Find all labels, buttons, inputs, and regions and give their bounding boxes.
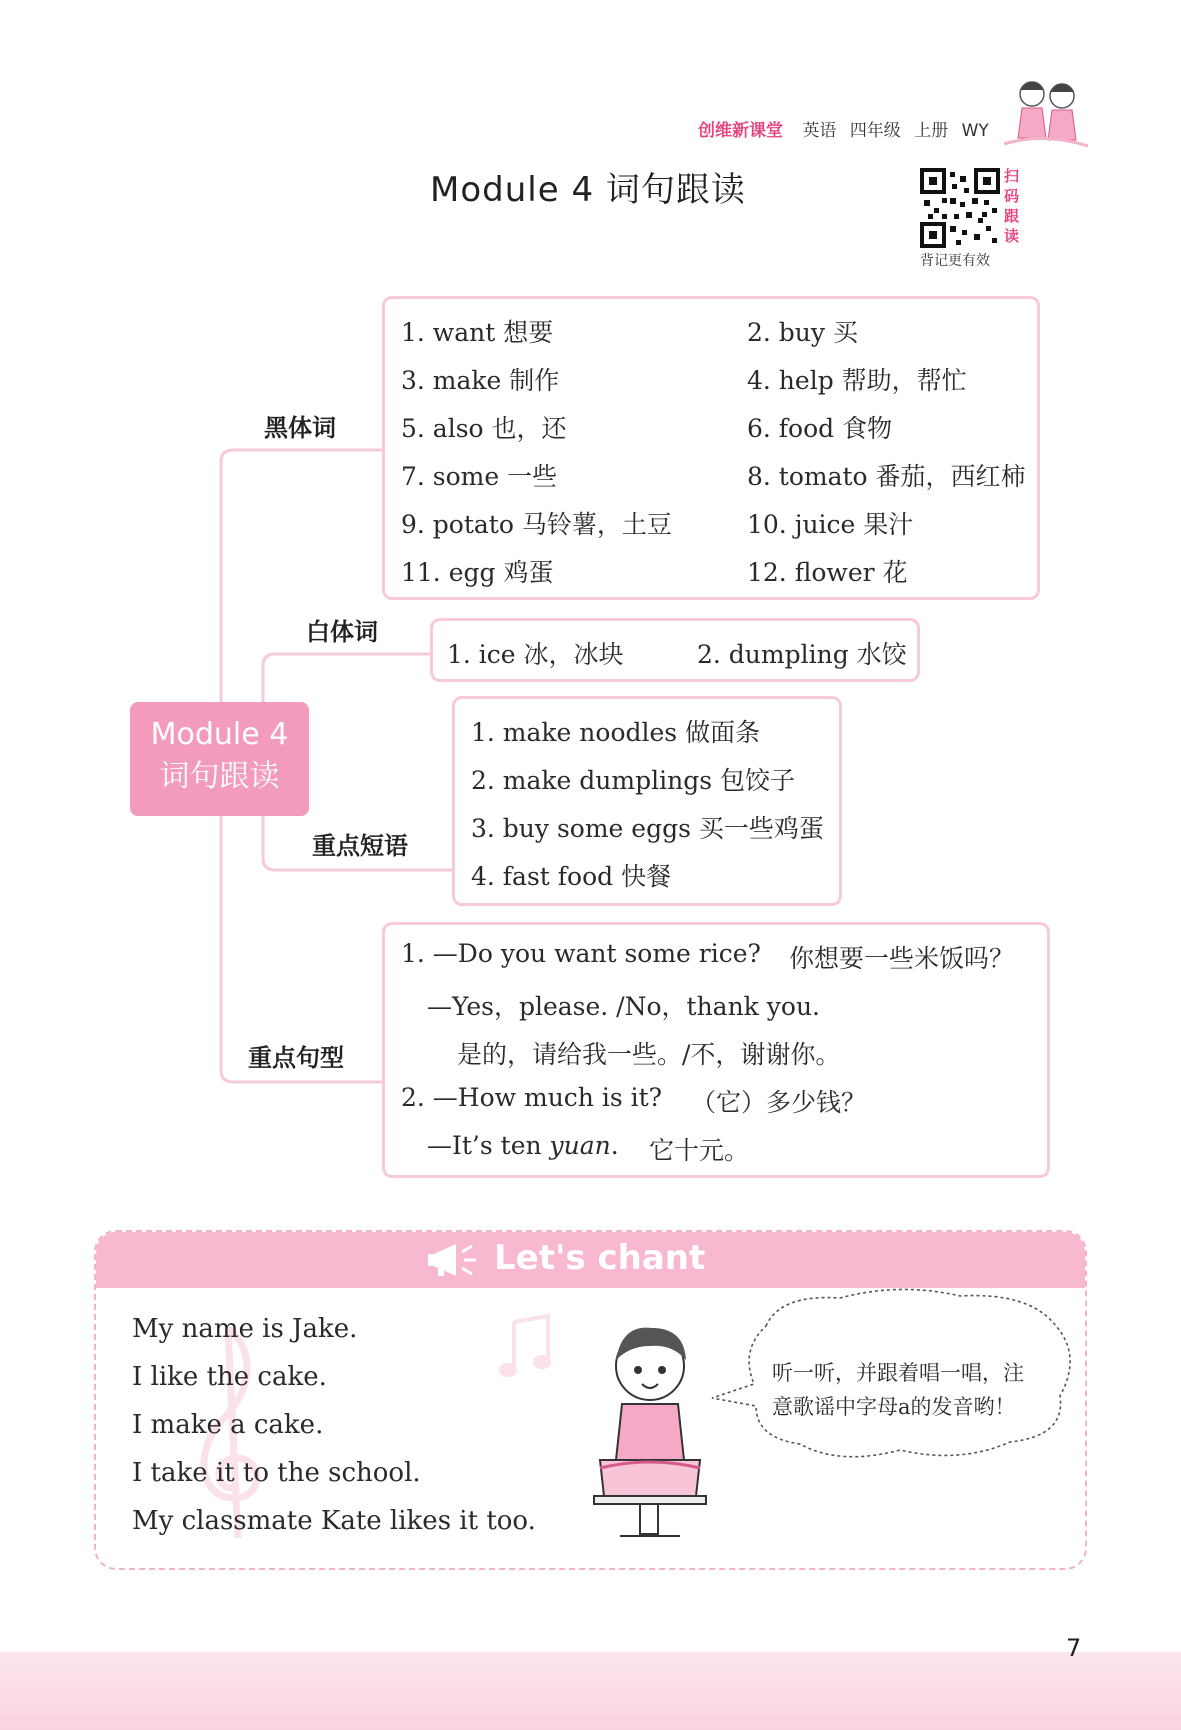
chant-line: I like the cake. [132,1362,327,1392]
sentence-1-question: 1. —Do you want some rice? [401,939,761,968]
chant-panel [94,1230,1087,1570]
chant-title: Let's chant [494,1238,706,1278]
word-item: 7. some 一些 [401,462,558,491]
center-title-en: Module 4 [150,717,289,752]
term: 上册 [914,121,949,141]
word-item: 2. dumpling 水饺 [697,640,907,669]
sentence-2-answer [427,1131,619,1160]
subject: 英语 [802,121,837,141]
phrase-item: 4. fast food 快餐 [471,862,672,891]
page-title: Module 4 词句跟读 [430,170,746,210]
chant-line: My name is Jake. [132,1314,358,1344]
qr-side-label: 扫码跟读 [1004,167,1020,245]
answer-period: . [610,1131,619,1160]
sentence-1-answer: —Yes，please. /No，thank you. [427,992,820,1021]
word-item: 8. tomato 番茄，西红柿 [747,462,1026,491]
bubble-line: 听一听，并跟着唱一唱，注 [772,1361,1024,1385]
category-sentences: 重点句型 [248,1044,344,1072]
category-white-words: 白体词 [306,618,378,646]
white-words-box [430,618,920,682]
word-item: 3. make 制作 [401,366,560,395]
sentence-2-question-cn: （它）多少钱？ [691,1088,867,1117]
word-item: 12. flower 花 [747,558,908,587]
speech-bubble-text [772,1356,1062,1424]
grade: 四年级 [849,121,901,141]
category-phrases: 重点短语 [312,832,408,860]
center-title-cn: 词句跟读 [159,759,280,794]
boy-with-cake-illustration [592,1310,712,1546]
category-bold-words: 黑体词 [264,414,336,442]
answer-unit: yuan [549,1131,611,1160]
sentence-1-answer-cn: 是的，请给我一些。/不，谢谢你。 [457,1040,841,1069]
chant-line: My classmate Kate likes it too. [132,1506,536,1536]
bubble-line: 意歌谣中字母a的发音哟！ [772,1395,1016,1419]
sentence-2-question: 2. —How much is it? [401,1083,663,1112]
word-item: 2. buy 买 [747,318,858,347]
sentences-box [382,922,1050,1178]
word-item: 4. help 帮助，帮忙 [747,366,967,395]
brand-name: 创维新课堂 [698,121,783,141]
page-number: 7 [1066,1634,1082,1662]
word-item: 6. food 食物 [747,414,893,443]
word-item: 10. juice 果汁 [747,510,914,539]
sentence-2-answer-cn: 它十元。 [649,1136,750,1165]
edition: WY [961,121,989,141]
sentence-1-question-cn: 你想要一些米饭吗？ [789,944,1015,973]
word-item: 9. potato 马铃薯，土豆 [401,510,672,539]
word-item: 1. want 想要 [401,318,554,347]
bold-words-box [382,296,1040,600]
word-item: 1. ice 冰，冰块 [447,640,624,669]
answer-text: —It’s ten [427,1131,550,1160]
chant-line: I make a cake. [132,1410,324,1440]
chant-line: I take it to the school. [132,1458,421,1488]
phrases-box [452,696,842,906]
megaphone-icon [426,1240,486,1280]
phrase-item: 2. make dumplings 包饺子 [471,766,795,795]
mindmap-center [130,702,309,816]
phrase-item: 1. make noodles 做面条 [471,718,761,747]
bottom-band [0,1652,1181,1730]
qr-caption: 背记更有效 [920,253,990,269]
phrase-item: 3. buy some eggs 买一些鸡蛋 [471,814,824,843]
word-item: 11. egg 鸡蛋 [401,558,554,587]
music-note-icon [496,1312,556,1382]
word-item: 5. also 也，还 [401,414,567,443]
